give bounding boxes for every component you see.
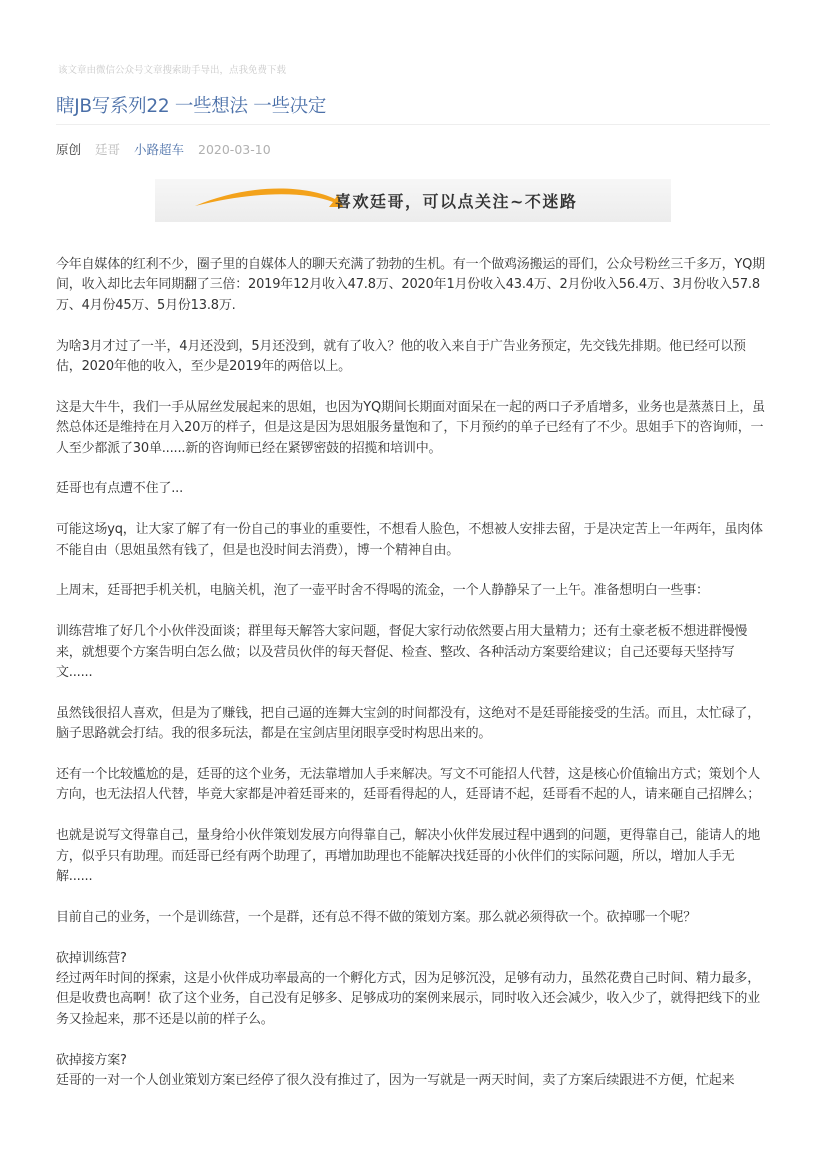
- article-title: 瞎JB写系列22 一些想法 一些决定: [56, 96, 327, 117]
- article-meta: [56, 140, 281, 158]
- account-link[interactable]: 小路超车: [134, 142, 185, 157]
- author-name: 廷哥: [95, 142, 121, 157]
- paragraph: 目前自己的业务，一个是训练营，一个是群，还有总不得不做的策划方案。那么就必须得砍一个。砍掉哪一个呢？: [56, 909, 697, 925]
- paragraph: 训练营堆了好几个小伙伴没面谈；群里每天解答大家问题，督促大家行动依然要占用大量精力；还有土豪老板不想进群慢慢来，就想要个方案告明白怎么做；以及营员伙伴的每天督促、检查、整改、各种活动方案要给建议；自己还要每天坚持写文......: [56, 624, 748, 681]
- paragraph: 为啥3月才过了一半，4月还没到，5月还没到，就有了收入？他的收入来自于广告业务预定，先交钱先排期。他已经可以预估，2020年他的收入，至少是2019年的两倍以上。: [56, 338, 746, 375]
- paragraph: 廷哥也有点遭不住了...: [56, 481, 183, 497]
- article-body: [56, 255, 770, 1091]
- paragraph: 还有一个比较尴尬的是，廷哥的这个业务，无法靠增加人手来解决。写文不可能招人代替，这是核心价值输出方式；策划个人方向，也无法招人代替，毕竟大家都是冲着廷哥来的，廷哥看得起的人，廷哥请不起，廷哥看不起的人，请来砸自己招牌么；: [56, 767, 761, 803]
- section-heading: 砍掉训练营?: [56, 950, 127, 966]
- paragraph: 虽然钱很招人喜欢，但是为了赚钱，把自己逼的连舞大宝剑的时间都没有，这绝对不是廷哥能接受的生活。而且，太忙碌了，脑子思路就会打结。我的很多玩法，都是在宝剑店里闭眼享受时构思出来的。: [56, 705, 761, 742]
- original-label: 原创: [56, 142, 82, 157]
- paragraph: 这是大牛牛，我们一手从屌丝发展起来的思姐，也因为YQ期间长期面对面呆在一起的两口子矛盾增多，业务也是蒸蒸日上，虽然总体还是维持在月入20万的样子，但是这是因为思姐服务量饱和了，下月预约的单子已经有了不少。思姐手下的咨询师，一人至少都派了30单......新的咨询师已经在紧锣密鼓的招揽和培训中。: [56, 399, 765, 456]
- paragraph: 经过两年时间的探索，这是小伙伴成功率最高的一个孵化方式，因为足够沉没，足够有动力，虽然花费自己时间、精力最多，但是收费也高啊！砍了这个业务，自己没有足够多、足够成功的案例来展示，同时收入还会减少，收入少了，就得把线下的业务又捡起来，那不还是以前的样子么。: [56, 971, 761, 1027]
- follow-banner: [155, 179, 671, 222]
- publish-date: 2020-03-10: [198, 142, 271, 157]
- paragraph: 廷哥的一对一个人创业策划方案已经停了很久没有推过了，因为一写就是一两天时间，卖了方案后续跟进不方便，忙起来: [56, 1073, 735, 1089]
- paragraph: 上周末，廷哥把手机关机，电脑关机，泡了一壶平时舍不得喝的流金，一个人静静呆了一上午。准备想明白一些事：: [56, 583, 709, 599]
- paragraph: 可能这场yq，让大家了解了有一份自己的事业的重要性，不想看人脸色，不想被人安排去留，于是决定苦上一年两年，虽肉体不能自由（思姐虽然有钱了，但是也没时间去消费），博一个精神自由。: [56, 522, 763, 558]
- export-watermark[interactable]: 该文章由微信公众号文章搜索助手导出，点我免费下载: [58, 65, 287, 76]
- paragraph: 今年自媒体的红利不少，圈子里的自媒体人的聊天充满了勃勃的生机。有一个做鸡汤搬运的哥们，公众号粉丝三千多万，YQ期间，收入却比去年同期翻了三倍：2019年12月收入47.8万、2020年1月份收入43.4万、2月份收入56.4万、3月份收入57.8万、4月份45万、5月份13.8万.: [56, 257, 765, 313]
- paragraph: 也就是说写文得靠自己，量身给小伙伴策划发展方向得靠自己，解决小伙伴发展过程中遇到的问题，更得靠自己，能请人的地方，似乎只有助理。而廷哥已经有两个助理了，再增加助理也不能解决找廷哥的小伙伴们的实际问题，所以，增加人手无解......: [56, 828, 761, 885]
- title-divider: [56, 124, 770, 125]
- banner-text: 喜欢廷哥，可以点关注~不迷路: [335, 192, 578, 211]
- section-heading: 砍掉接方案?: [56, 1052, 127, 1068]
